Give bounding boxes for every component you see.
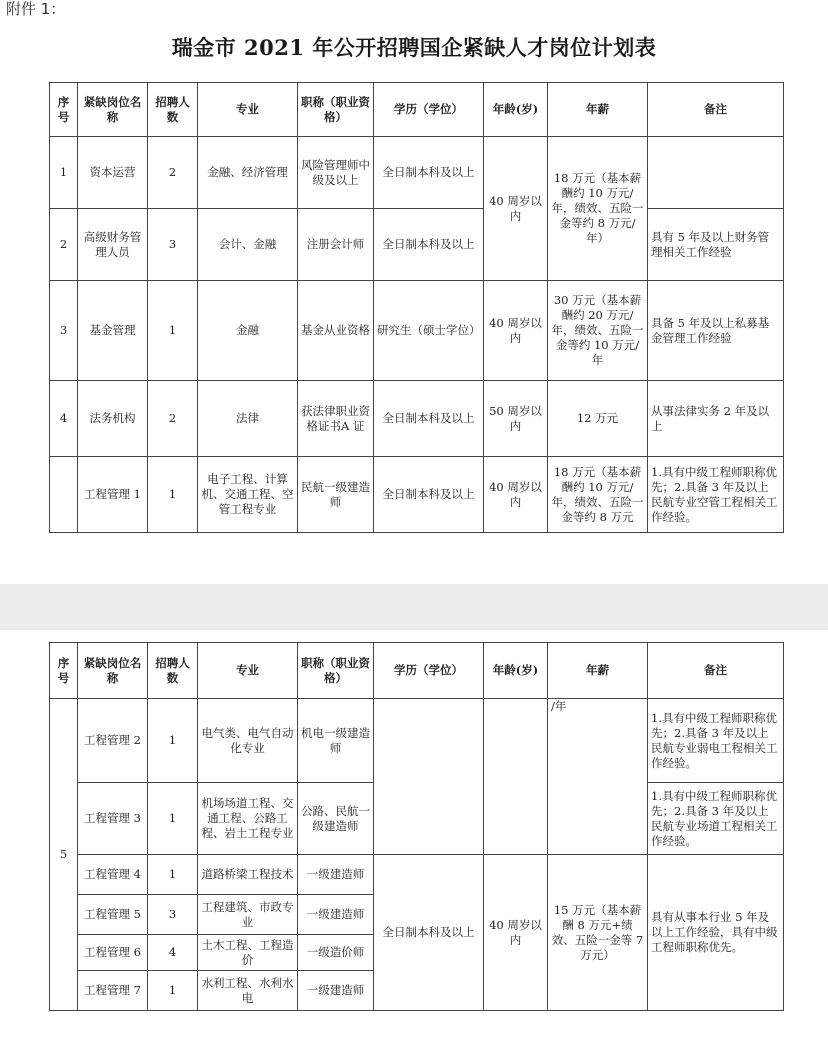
cell-title-qual: 一级建造师	[298, 971, 374, 1011]
header-education: 学历（学位）	[374, 643, 484, 699]
cell-seq: 2	[50, 209, 78, 281]
header-position: 紧缺岗位名称	[78, 643, 148, 699]
cell-title-qual: 基金从业资格	[298, 281, 374, 381]
cell-remarks: 具备 5 年及以上私募基金管理工作经验	[648, 281, 784, 381]
table-row	[50, 209, 784, 281]
cell-position: 高级财务管理人员	[78, 209, 148, 281]
table-row	[50, 855, 784, 895]
cell-position: 工程管理 2	[78, 699, 148, 783]
cell-education-empty	[374, 699, 484, 855]
cell-major: 金融	[198, 281, 298, 381]
cell-title-qual: 风险管理师中级及以上	[298, 137, 374, 209]
cell-age: 40 周岁以内	[484, 281, 548, 381]
recruitment-table-part-2	[49, 642, 784, 1011]
header-major: 专业	[198, 83, 298, 137]
cell-count: 1	[148, 855, 198, 895]
cell-major: 机场场道工程、交通工程、公路工程、岩土工程专业	[198, 783, 298, 855]
attachment-label: 附件 1：	[6, 0, 66, 18]
cell-education: 全日制本科及以上	[374, 457, 484, 533]
header-seq: 序号	[50, 643, 78, 699]
document-page-2	[0, 630, 828, 1056]
cell-position: 资本运营	[78, 137, 148, 209]
cell-salary: 30 万元（基本薪酬约 20 万元/年，绩效、五险一金等约 10 万元/年	[548, 281, 648, 381]
cell-title-qual: 一级建造师	[298, 855, 374, 895]
cell-count: 2	[148, 381, 198, 457]
cell-seq: 4	[50, 381, 78, 457]
table-row	[50, 457, 784, 533]
cell-position: 工程管理 7	[78, 971, 148, 1011]
cell-title-qual: 民航一级建造师	[298, 457, 374, 533]
table-row	[50, 137, 784, 209]
cell-count: 1	[148, 971, 198, 1011]
header-age: 年龄(岁)	[484, 643, 548, 699]
cell-education: 研究生（硕士学位）	[374, 281, 484, 381]
header-seq: 序号	[50, 83, 78, 137]
cell-position: 基金管理	[78, 281, 148, 381]
cell-title-qual: 注册会计师	[298, 209, 374, 281]
cell-education: 全日制本科及以上	[374, 855, 484, 1011]
cell-count: 3	[148, 209, 198, 281]
header-count: 招聘人数	[148, 643, 198, 699]
cell-education: 全日制本科及以上	[374, 381, 484, 457]
header-salary: 年薪	[548, 83, 648, 137]
cell-position: 工程管理 5	[78, 895, 148, 935]
table-row	[50, 381, 784, 457]
header-title-qual: 职称（职业资格）	[298, 83, 374, 137]
cell-count: 1	[148, 457, 198, 533]
table-header-row	[50, 643, 784, 699]
cell-remarks: 1.具有中级工程师职称优先；2.具备 3 年及以上民航专业空管工程相关工作经验。	[648, 457, 784, 533]
cell-title-qual: 一级建造师	[298, 895, 374, 935]
cell-count: 2	[148, 137, 198, 209]
cell-position: 工程管理 3	[78, 783, 148, 855]
cell-title-qual: 获法律职业资格证书A 证	[298, 381, 374, 457]
cell-age: 40 周岁以内	[484, 457, 548, 533]
table-row	[50, 699, 784, 783]
cell-education: 全日制本科及以上	[374, 137, 484, 209]
header-remarks: 备注	[648, 643, 784, 699]
cell-count: 1	[148, 281, 198, 381]
cell-position: 工程管理 1	[78, 457, 148, 533]
cell-remarks: 具有 5 年及以上财务管理相关工作经验	[648, 209, 784, 281]
cell-title-qual: 机电一级建造师	[298, 699, 374, 783]
cell-major: 金融、经济管理	[198, 137, 298, 209]
cell-major: 道路桥梁工程技术	[198, 855, 298, 895]
header-title-qual: 职称（职业资格）	[298, 643, 374, 699]
cell-age: 40 周岁以内	[484, 855, 548, 1011]
cell-major: 电子工程、计算机、交通工程、空管工程专业	[198, 457, 298, 533]
cell-remarks-empty	[648, 137, 784, 209]
table-header-row	[50, 83, 784, 137]
cell-seq	[50, 457, 78, 533]
header-education: 学历（学位）	[374, 83, 484, 137]
cell-count: 3	[148, 895, 198, 935]
cell-age: 40 周岁以内	[484, 137, 548, 281]
header-position: 紧缺岗位名称	[78, 83, 148, 137]
header-salary: 年薪	[548, 643, 648, 699]
cell-position: 工程管理 6	[78, 935, 148, 971]
cell-count: 1	[148, 699, 198, 783]
cell-salary-continued: /年	[548, 699, 648, 855]
cell-seq: 3	[50, 281, 78, 381]
cell-title-qual: 公路、民航一级建造师	[298, 783, 374, 855]
cell-remarks: 1.具有中级工程师职称优先；2.具备 3 年及以上民航专业弱电工程相关工作经验。	[648, 699, 784, 783]
cell-salary: 18 万元（基本薪酬约 10 万元/年，绩效、五险一金等约 8 万元/年）	[548, 137, 648, 281]
cell-seq-group: 5	[50, 699, 78, 1011]
cell-title-qual: 一级造价师	[298, 935, 374, 971]
header-count: 招聘人数	[148, 83, 198, 137]
cell-position: 法务机构	[78, 381, 148, 457]
cell-salary: 15 万元（基本薪酬 8 万元+绩效、五险一金等 7 万元）	[548, 855, 648, 1011]
cell-major: 电气类、电气自动化专业	[198, 699, 298, 783]
cell-age: 50 周岁以内	[484, 381, 548, 457]
header-remarks: 备注	[648, 83, 784, 137]
cell-age-empty	[484, 699, 548, 855]
cell-major: 土木工程、工程造价	[198, 935, 298, 971]
cell-major: 工程建筑、市政专业	[198, 895, 298, 935]
page-title: 瑞金市 2021 年公开招聘国企紧缺人才岗位计划表	[171, 35, 657, 60]
cell-salary: 12 万元	[548, 381, 648, 457]
cell-seq: 1	[50, 137, 78, 209]
cell-education: 全日制本科及以上	[374, 209, 484, 281]
cell-major: 法律	[198, 381, 298, 457]
table-row	[50, 281, 784, 381]
cell-major: 水利工程、水利水电	[198, 971, 298, 1011]
header-major: 专业	[198, 643, 298, 699]
cell-remarks: 具有从事本行业 5 年及以上工作经验，具有中级工程师职称优先。	[648, 855, 784, 1011]
cell-remarks: 从事法律实务 2 年及以上	[648, 381, 784, 457]
cell-count: 1	[148, 783, 198, 855]
recruitment-table-part-1	[49, 82, 784, 533]
cell-position: 工程管理 4	[78, 855, 148, 895]
cell-major: 会计、金融	[198, 209, 298, 281]
cell-salary: 18 万元（基本薪酬约 10 万元/年，绩效、五险一金等约 8 万元	[548, 457, 648, 533]
page-gap	[0, 584, 828, 630]
header-age: 年龄(岁)	[484, 83, 548, 137]
cell-remarks: 1.具有中级工程师职称优先；2.具备 3 年及以上民航专业场道工程相关工作经验。	[648, 783, 784, 855]
cell-count: 4	[148, 935, 198, 971]
